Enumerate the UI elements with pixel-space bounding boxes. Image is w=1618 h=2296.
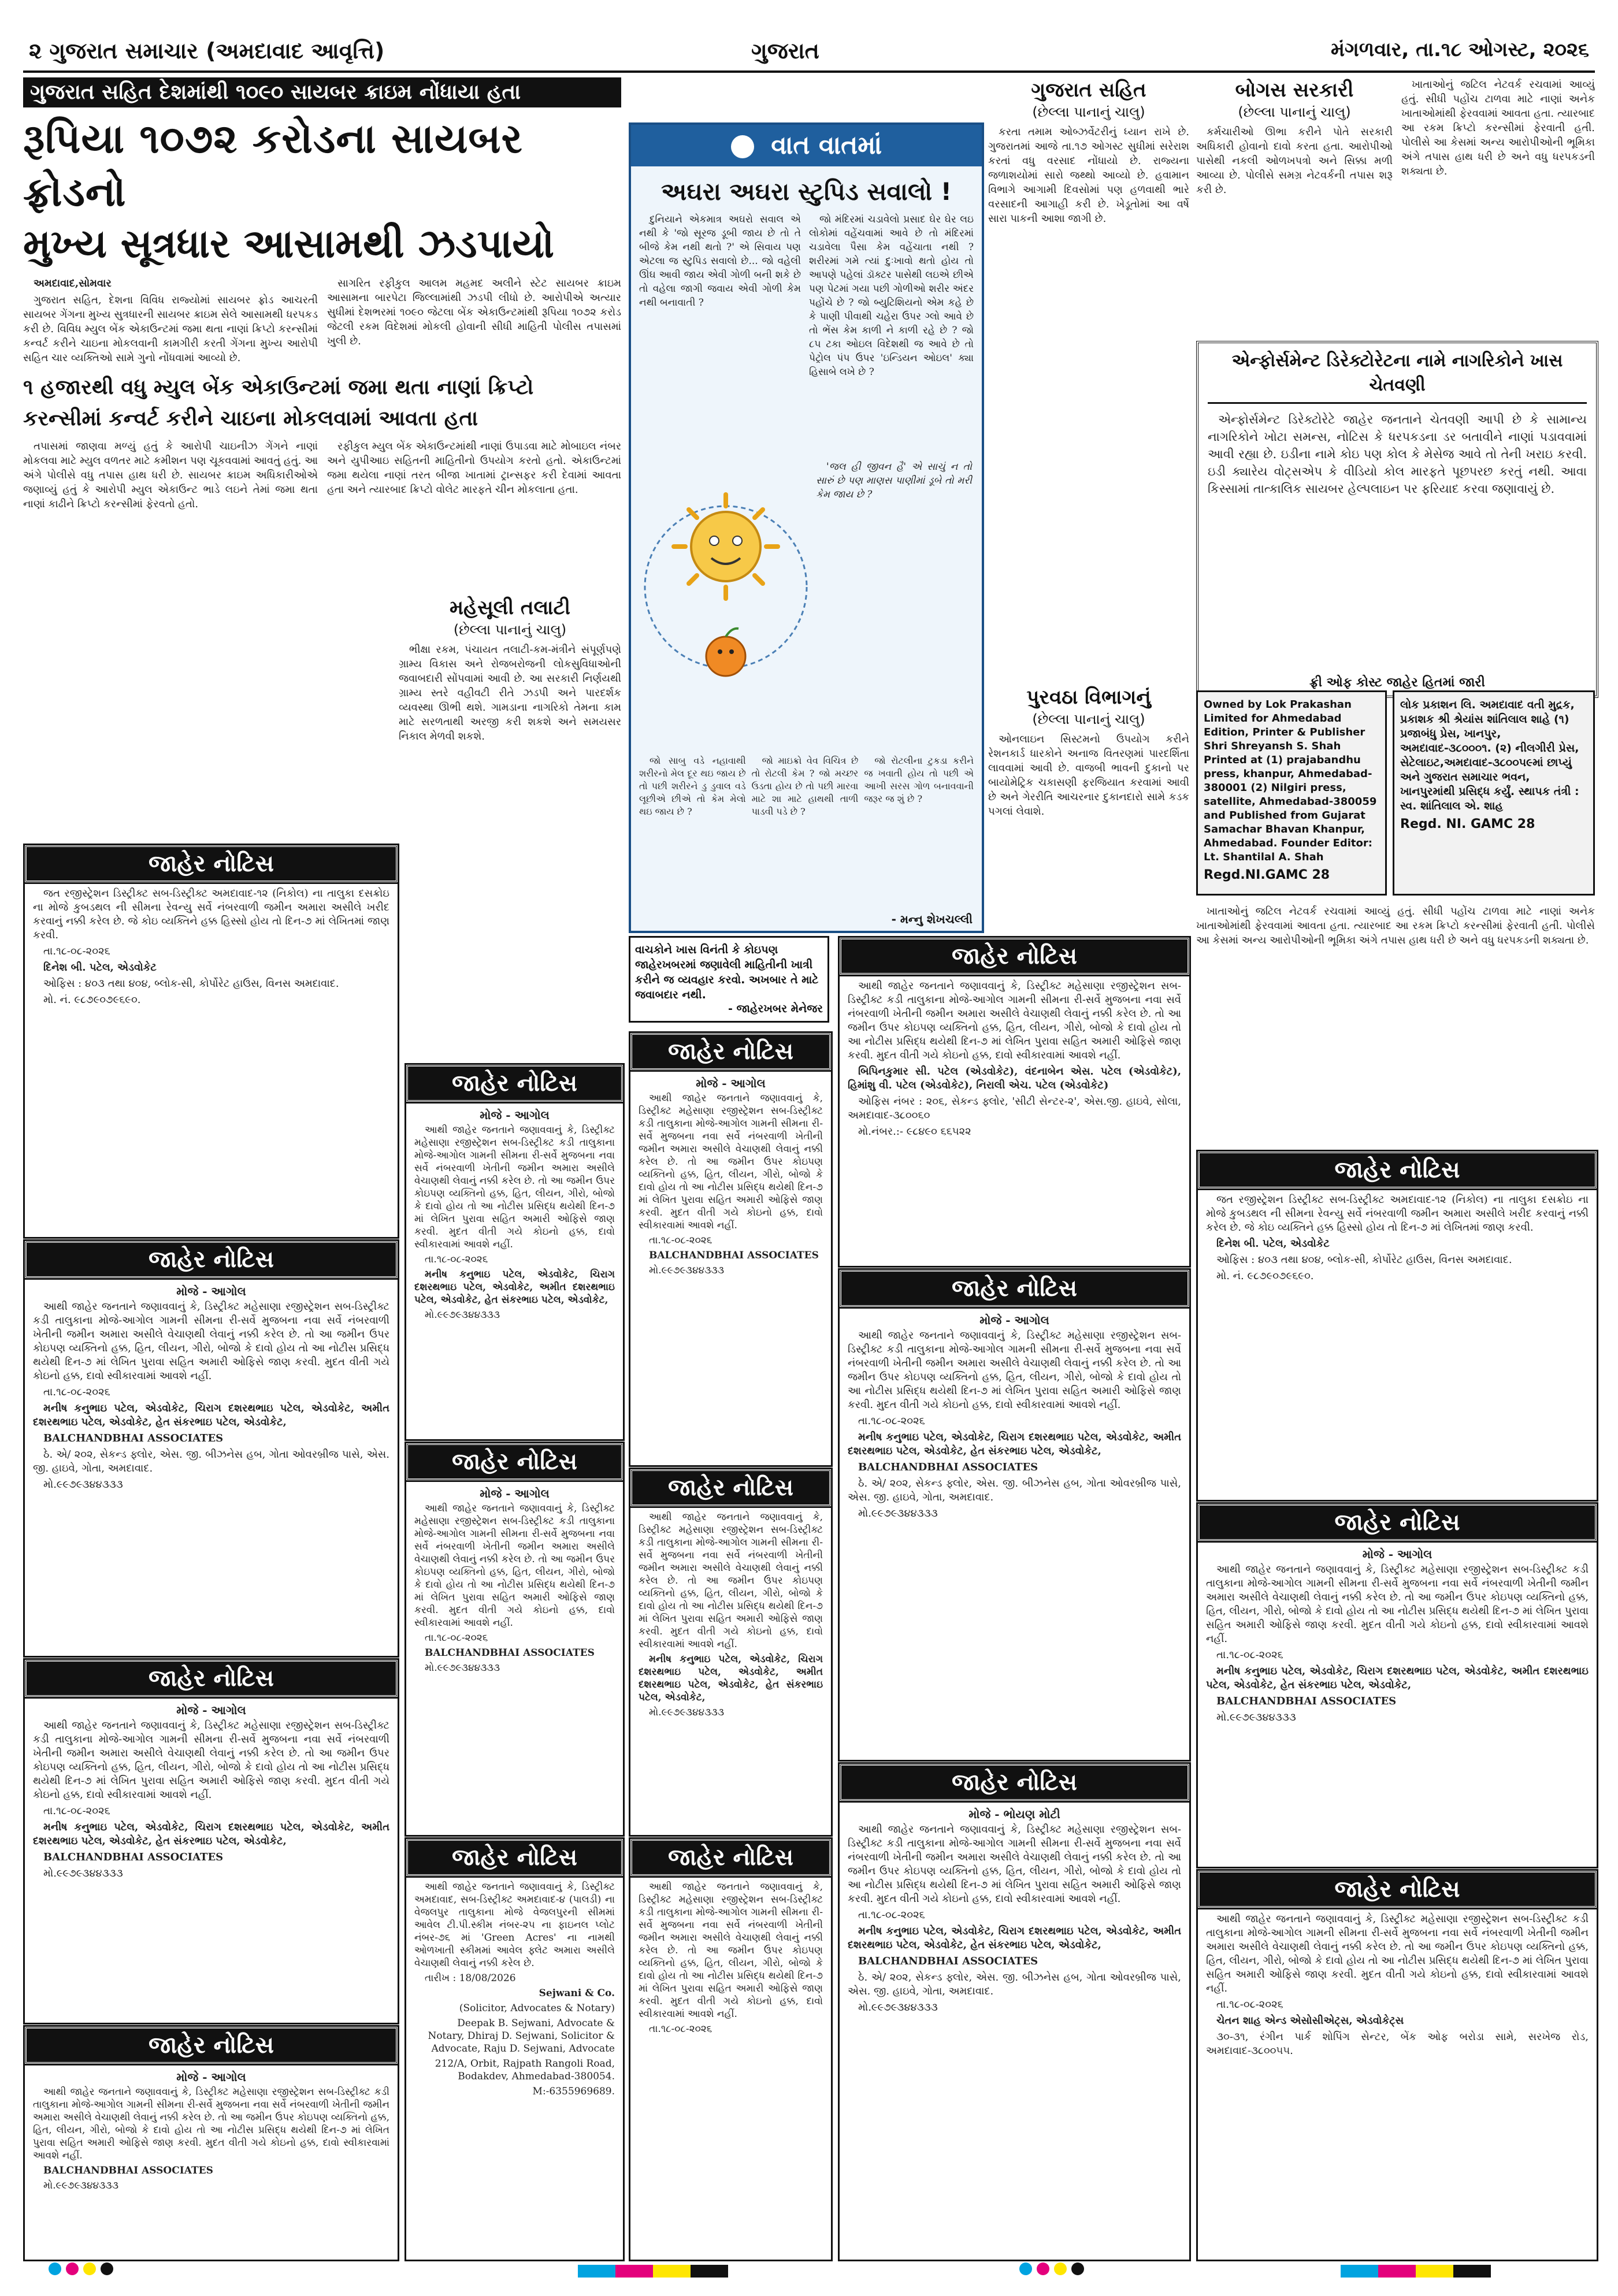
lead-body-1: તપાસમાં જાણવા મળ્યું હતું કે આરોપી ચાઇનીઝ ગેંગને નાણાં મોકલવા માટે મ્યુલ વળતર માટે કમીશન પણ ચૂકવવામાં આવતું હતું. આ અંગે પોલીસે વધુ તપાસ હાથ ધરી છે. સાયબર ક્રાઇમ અધિકારીઓએ જણાવ્યું હતું કે આરોપી મ્યુલ એકાઉન્ટ ભાડે લઇને તેમાં જમા થતા નાણાં કાઢીને ક્રિપ્ટો કરન્સીમાં ફેરવતો હતો. — [23, 440, 318, 510]
notice-date: તા.૧૮-૦૮-૨૦૨૬ — [425, 1254, 488, 1265]
notice-firm: BALCHANDBHAI ASSOCIATES — [858, 1461, 1038, 1473]
notice-signer: મનીષ કનુભાઇ પટેલ, એડવોકેટ, ચિરાગ દશરથભાઇ પટેલ, એડવોકેટ, અમીત દશરથભાઇ પટેલ, એડવોકેટ, હેત સંકરભાઇ પટેલ, એડવોકેટ, — [414, 1269, 615, 1306]
ad-manager-notice — [629, 936, 829, 1023]
public-notice — [404, 1837, 625, 2261]
enforcement-footer: ફ્રી ઓફ કોસ્ટ જાહેર હિતમાં જારી — [1309, 675, 1485, 690]
public-notice — [629, 1837, 833, 2261]
notice-firm: BALCHANDBHAI ASSOCIATES — [43, 1432, 224, 1444]
speech-bubbles-icon — [731, 135, 754, 158]
notice-address: ઠે. એ/ ૨૦૨, સેકન્ડ ફ્લોર, એસ. જી. બીઝનેસ હબ, ગોતા ઓવરબ્રીજ પાસે, એસ. જી. હાઇવે, ગોતા, અમદાવાદ. — [848, 1971, 1181, 1997]
public-notice — [23, 1658, 399, 2024]
notice-mobile: મો.૯૯૭૯૩૪૪૩૩૩ — [43, 2180, 119, 2191]
notice-heading: જાહેર નોટિસ — [1198, 1151, 1597, 1188]
magenta-dot — [66, 2262, 79, 2275]
enforcement-title: એન્ફોર્સમેન્ટ ડિરેક્ટોરેટના નામે નાગરિકોને ખાસ ચેતવણી — [1208, 349, 1587, 404]
continuation-body: ખાતાઓનું જટિલ નેટવર્ક રચવામાં આવ્યું હતું. સીધી પહોંચ ટાળવા માટે નાણાં અનેક ખાતાઓમાંથી ફેરવવામાં આવતા હતા. ત્યારબાદ આ રકમ ક્રિપ્ટો કરન્સીમાં ફેરવાતી હતી. પોલીસે આ કેસમાં અન્ય આરોપીઓની ભૂમિકા અંગે તપાસ હાથ ધરી છે અને વધુ ધરપકડની શક્યતા છે. — [1196, 905, 1595, 946]
vaat-vaatma-box — [629, 122, 984, 933]
notice-address: ઠે. એ/ ૨૦૨, સેકન્ડ ફ્લોર, એસ. જી. બીઝનેસ હબ, ગોતા ઓવરબ્રીજ પાસે, એસ. જી. હાઇવે, ગોતા, અમદાવાદ. — [33, 1448, 389, 1474]
imprint-gujarati-text: લોક પ્રકાશન લિ. અમદાવાદ વતી મુદ્રક, પ્રકાશક શ્રી શ્રેયાંસ શાંતિલાલ શાહે (૧) પ્રજાબંધુ પ્રેસ, ખાનપુર, અમદાવાદ-૩૮૦૦૦૧. (૨) નીલગીરી પ્રેસ, સેટેલાઇટ,અમદાવાદ-૩૮૦૦૫૯માં છાપ્યું અને ગુજરાત સમાચાર ભવન, ખાનપુરમાંથી પ્રસિદ્ધ કર્યું. સ્થાપક તંત્રી : સ્વ. શાંતિલાલ એ. શાહ — [1400, 699, 1579, 812]
public-notice — [629, 1031, 833, 1467]
lead-subhead-2: કરન્સીમાં કન્વર્ટ કરીને ચાઇના મોકલવામાં આવતા હતા — [23, 407, 478, 430]
notice-body: જત રજીસ્ટ્રેશન ડિસ્ટ્રીક્ટ સબ-ડિસ્ટ્રીક્ટ અમદાવાદ-૧૨ (નિકોલ) ના તાલુકા દસક્રોઇ ના મોજે કુબડથલ ની સીમના રેવન્યુ સર્વે નંબરવાળી જમીન અમારા અસીલે ખરીદ કરવાનું નક્કી કરેલ છે. જે કોઇ વ્યક્તિને હક્ક હિસ્સો હોય તો દિન-૭ માં લેખિતમાં જાણ કરવી. — [33, 887, 389, 941]
notice-signer: મનીષ કનુભાઇ પટેલ, એડવોકેટ, ચિરાગ દશરથભાઇ પટેલ, એડવોકેટ, અમીત દશરથભાઇ પટેલ, એડવોકેટ, હેત સંકરભાઇ પટેલ, એડવોકેટ, — [1206, 1665, 1589, 1691]
notice-mobile: મો.૯૯૭૯૩૪૪૩૩૩ — [1216, 1711, 1296, 1723]
lead-subhead-1: ૧ હજારથી વધુ મ્યુલ બેંક એકાઉન્ટમાં જમા થતા નાણાં ક્રિપ્ટો — [23, 376, 534, 399]
mahesuli-body: ભીક્ષા રકમ, પંચાયત તલાટી-કમ-મંત્રીને સંપૂર્ણપણે ગ્રામ્ય વિકાસ અને રોજબરોજની લોકસુવિધાઓની જવાબદારી સોંપવામાં આવી છે. આ સરકારી નિર્ણયથી ગ્રામ્ય સ્તરે વહીવટી રીતે ઝડપી અને પારદર્શક વ્યવસ્થા ઊભી થશે. ગામડાના નાગરિકો તેમના કામ માટે સરળતાથી અરજી કરી શકશે અને સમયસર નિકાલ મેળવી શકશે. — [399, 644, 621, 742]
notice-body: આથી જાહેર જનતાને જણાવવાનું કે, ડિસ્ટ્રીક્ટ મહેસાણા રજીસ્ટ્રેશન સબ-ડિસ્ટ્રીક્ટ કડી તાલુકાના મોજે-આગોલ ગામની સીમના રી-સર્વે મુજબના નવા સર્વે નંબરવાળી ખેતીની જમીન અમારા અસીલે વેચાણથી લેવાનું નક્કી કરેલ છે. તો આ જમીન ઉપર કોઇપણ વ્યક્તિનો હક્ક, હિત, લીયન, ગીરો, બોજો કે દાવો હોય તો આ નોટીસ પ્રસિદ્ધ થયેથી દિન-૭ માં લેખિત પુરાવા સહિત અમારી ઓફિસે જાણ કરવી. મુદત વીતી ગયે કોઇનો હક્ક, દાવો સ્વીકારવામાં આવશે નહીં. — [33, 1719, 389, 1801]
puravatha-title: પુરવઠા વિભાગનું — [1026, 686, 1151, 709]
notice-address: ઓફિસ : ૪૦૩ તથા ૪૦૪, બ્લોક-સી, કોર્પોરેટ હાઉસ, વિનસ અમદાવાદ. — [43, 978, 339, 990]
notice-mobile: મો.૯૯૭૯૩૪૪૩૩૩ — [649, 1265, 725, 1276]
registration-dots-right — [1017, 2262, 1086, 2280]
vaat-vaatma-bottom-right: જો રોટલીના ટુકડા કરીને જ ખવાતી હોય તો પછી એ આખી સરસ ગોળ બનાવવાની જરૂર જ શું છે ? — [864, 755, 974, 804]
mahesuli-subtitle: (છેલ્લા પાનાનું ચાલુ) — [453, 622, 567, 638]
notice-firm: Sejwani & Co. — [539, 1987, 615, 1999]
notice-firm-sub: (Solicitor, Advocates & Notary) — [459, 2003, 615, 2014]
bogus-body: કર્મચારીઓ ઊભા કરીને પોતે સરકારી અધિકારી હોવાનો દાવો કરતા હતા. આરોપીઓ પાસેથી નકલી ઓળખપત્રો અને સિક્કા મળી આવ્યા છે. પોલીસે સમગ્ર નેટવર્કની તપાસ શરૂ કરી છે. — [1196, 126, 1393, 196]
lead-col-2: સાગરિત રફીકુલ આલમ મહમદ અલીને સ્ટેટ સાયબર ક્રાઇમ આસામના બારપેટા જિલ્લામાંથી ઝડપી લીધો છે. આરોપીએ અત્યાર સુધીમાં દેશભરમાં ૧૦૯૦ જેટલા બેંક એકાઉન્ટમાંથી રૂપિયા ૧૦૭૨ કરોડ જેટલી રકમ વિદેશમાં મોકલી હોવાની સીધી માહિતી પોલીસ તપાસમાં ખુલી છે. — [327, 277, 621, 347]
magenta-dot — [1037, 2262, 1049, 2275]
vaat-vaatma-header — [631, 125, 982, 166]
vaat-vaatma-quote: 'જલ હી જીવન હૈ' એ સાચું ન તો સારું છે પણ માણસ પાણીમાં ડૂબે તો મરી કેમ જાય છે ? — [816, 461, 972, 500]
lead-body-2: રફીકુલ મ્યુલ બેંક એકાઉન્ટમાંથી નાણાં ઉપાડવા માટે મોબાઇલ નંબર અને યુપીઆઇ સહિતની માહિતીનો ઉપયોગ કરતો હતો. એકાઉન્ટમાં જમા થયેલા નાણાં તરત બીજા ખાતામાં ટ્રાન્સફર કરી દેવામાં આવતા હતા અને ત્યારબાદ ક્રિપ્ટો વોલેટ મારફતે ચીન મોકલાતા હતા. — [327, 440, 621, 496]
notice-mobile: મો.૯૯૭૯૩૪૪૩૩૩ — [425, 1662, 500, 1674]
gujarat-sahit-body: કરતા તમામ ઓબ્ઝર્વેટરીનું ધ્યાન રાખે છે. ગુજરાતમાં આજે તા.૧૭ ઓગસ્ટ સુધીમાં સરેરાશ કરતાં વધુ વરસાદ નોંધાયો છે. રાજ્યના જળાશયોમાં સારો જથ્થો આવ્યો છે. હવામાન વિભાગે આગામી દિવસોમાં પણ હળવાથી ભારે વરસાદની આગાહી કરી છે. ખેડૂતોમાં આ વર્ષે સારા પાકની આશા જાગી છે. — [988, 126, 1189, 225]
notice-signer: મનીષ કનુભાઇ પટેલ, એડવોકેટ, ચિરાગ દશરથભાઇ પટેલ, એડવોકેટ, અમીત દશરથભાઇ પટેલ, એડવોકેટ, હેત સંકરભાઇ પટેલ, એડવોકેટ, — [848, 1431, 1181, 1457]
notice-date: તા.૧૮-૦૮-૨૦૨૬ — [858, 1415, 925, 1427]
lead-dateline: અમદાવાદ,સોમવાર — [34, 277, 112, 289]
public-notice — [23, 844, 399, 1239]
notice-signer: દિનેશ બી. પટેલ, એડવોકેટ — [1216, 1238, 1330, 1250]
lead-headline: રૂપિયા ૧૦૭૨ કરોડના સાયબર ફ્રોડનો — [23, 115, 523, 216]
bogus-subtitle: (છેલ્લા પાનાનું ચાલુ) — [1238, 104, 1351, 120]
masthead — [23, 35, 1595, 73]
enforcement-body: એન્ફોર્સમેન્ટ ડિરેક્ટોરેટે જાહેર જનતાને ચેતવણી આપી છે કે સામાન્ય નાગરિકોને ખોટા સમન્સ, નોટિસ કે ધરપકડના ડર બતાવીને નાણાં પડાવવામાં આવી રહ્યા છે. ઇડીના નામે કોઇ પણ કોલ કે મેસેજ આવે તો તેની ખરાઇ કરવી. ઇડી ક્યારેય વોટ્સએપ કે વીડિયો કોલ મારફતે પૂછપરછ કરતું નથી. આવા કિસ્સામાં તાત્કાલિક સાયબર હેલ્પલાઇન પર ફરિયાદ કરવા જણાવાયું છે. — [1208, 413, 1587, 496]
notice-heading: જાહેર નોટિસ — [25, 2027, 398, 2064]
notice-mobile: મો. નં. ૯૮૭૯૦૭૯૬૯૦. — [43, 994, 141, 1006]
bogus-title: બોગસ સરકારી — [1235, 79, 1354, 102]
notice-body: આથી જાહેર જનતાને જણાવવાનું કે, ડિસ્ટ્રીક્ટ મહેસાણા રજીસ્ટ્રેશન સબ-ડિસ્ટ્રીક્ટ કડી તાલુકાના મોજે-આગોલ ગામની સીમના રી-સર્વે મુજબના નવા સર્વે નંબરવાળી ખેતીની જમીન અમારા અસીલે વેચાણથી લેવાનું નક્કી કરેલ છે. તો આ જમીન ઉપર કોઇપણ વ્યક્તિનો હક્ક, હિત, લીયન, ગીરો, બોજો કે દાવો હોય તો આ નોટીસ પ્રસિદ્ધ થયેથી દિન-૭ માં લેખિત પુરાવા સહિત અમારી ઓફિસે જાણ કરવી. મુદત વીતી ગયે કોઇનો હક્ક, દાવો સ્વીકારવામાં આવશે નહીં. — [639, 1881, 823, 2020]
registration-dots-left — [46, 2262, 116, 2280]
notice-body: આથી જાહેર જનતાને જણાવવાનું કે, ડિસ્ટ્રીક્ટ મહેસાણા રજીસ્ટ્રેશન સબ-ડિસ્ટ્રીક્ટ કડી તાલુકાના મોજે-આગોલ ગામની સીમના રી-સર્વે મુજબના નવા સર્વે નંબરવાળી ખેતીની જમીન અમારા અસીલે વેચાણથી લેવાનું નક્કી કરેલ છે. તો આ જમીન ઉપર કોઇપણ વ્યક્તિનો હક્ક, હિત, લીયન, ગીરો, બોજો કે દાવો હોય તો આ નોટીસ પ્રસિદ્ધ થયેથી દિન-૭ માં લેખિત પુરાવા સહિત અમારી ઓફિસે જાણ કરવી. મુદત વીતી ગયે કોઇનો હક્ક, દાવો સ્વીકારવામાં આવશે નહીં. — [639, 1511, 823, 1650]
notice-body: આથી જાહેર જનતાને જણાવવાનું કે, ડિસ્ટ્રીક્ટ મહેસાણા રજીસ્ટ્રેશન સબ-ડિસ્ટ્રીક્ટ કડી તાલુકાના મોજે-આગોલ ગામની સીમના રી-સર્વે મુજબના નવા સર્વે નંબરવાળી ખેતીની જમીન અમારા અસીલે વેચાણથી લેવાનું નક્કી કરેલ છે. તો આ જમીન ઉપર કોઇપણ વ્યક્તિનો હક્ક, હિત, લીયન, ગીરો, બોજો કે દાવો હોય તો આ નોટીસ પ્રસિદ્ધ થયેથી દિન-૭ માં લેખિત પુરાવા સહિત અમારી ઓફિસે જાણ કરવી. મુદત વીતી ગયે કોઇનો હક્ક, દાવો સ્વીકારવામાં આવશે નહીં. — [1206, 1913, 1589, 1994]
notice-heading: જાહેર નોટિસ — [406, 1839, 623, 1876]
notice-heading: જાહેર નોટિસ — [25, 1660, 398, 1697]
enforcement-warning-box — [1196, 341, 1598, 698]
masthead-page-edition: ૨ ગુજરાત સમાચાર (અમદાવાદ આવૃત્તિ) — [29, 38, 385, 64]
notice-heading: જાહેર નોટિસ — [1198, 1504, 1597, 1541]
public-notice — [23, 1239, 399, 1658]
imprint-english-text: Owned by Lok Prakashan Limited for Ahmedabad Edition, Printer & Publisher Shri Shreyansh S. Shah Printed at (1) prajabandhu press, khanpur, Ahmedabad-380001 (2) Nilgiri press, satellite, Ahmedabad-380059 and Published from Gujarat Samachar Bhavan Khanpur, Ahmedabad. Founder Editor: Lt. Shantilal A. Shah — [1204, 699, 1377, 863]
notice-body: આથી જાહેર જનતાને જણાવવાનું કે, ડિસ્ટ્રીક્ટ મહેસાણા રજીસ્ટ્રેશન સબ-ડિસ્ટ્રીક્ટ કડી તાલુકાના મોજે-આગોલ ગામની સીમના રી-સર્વે મુજબના નવા સર્વે નંબરવાળી ખેતીની જમીન અમારા અસીલે વેચાણથી લેવાનું નક્કી કરેલ છે. તો આ જમીન ઉપર કોઇપણ વ્યક્તિનો હક્ક, હિત, લીયન, ગીરો, બોજો કે દાવો હોય તો આ નોટીસ પ્રસિદ્ધ થયેથી દિન-૭ માં લેખિત પુરાવા સહિત અમારી ઓફિસે જાણ કરવી. મુદત વીતી ગયે કોઇનો હક્ક, દાવો સ્વીકારવામાં આવશે નહીં. — [848, 1329, 1181, 1411]
notice-firm: BALCHANDBHAI ASSOCIATES — [649, 1250, 819, 1261]
notice-signer: મનીષ કનુભાઇ પટેલ, એડવોકેટ, ચિરાગ દશરથભાઇ પટેલ, એડવોકેટ, અમીત દશરથભાઇ પટેલ, એડવોકેટ, હેત સંકરભાઇ પટેલ, એડવોકેટ, — [639, 1654, 823, 1703]
cartoon-sun-illustration — [639, 448, 812, 691]
public-notice — [838, 1762, 1191, 2261]
yellow-dot — [83, 2262, 96, 2275]
public-notice — [1196, 1869, 1598, 2261]
lead-headline-2: મુખ્ય સૂત્રધાર આસામથી ઝડપાયો — [23, 221, 555, 267]
notice-mobile: મો.૯૯૭૯૩૪૪૩૩૩ — [43, 1867, 123, 1879]
notice-date: તા.૧૮-૦૮-૨૦૨૬ — [43, 945, 110, 957]
notice-date: તારીખ : 18/08/2026 — [425, 1972, 516, 1984]
public-notice — [1196, 1502, 1598, 1868]
notice-heading: જાહેર નોટિસ — [25, 845, 398, 882]
notice-signer: મનીષ કનુભાઇ પટેલ, એડવોકેટ, ચિરાગ દશરથભાઇ પટેલ, એડવોકેટ, અમીત દશરથભાઇ પટેલ, એડવોકેટ, હેત સંકરભાઇ પટેલ, એડવોકેટ, — [33, 1402, 389, 1428]
continuation-story — [1196, 904, 1595, 1147]
notice-village: મોજે - આગોલ — [1362, 1547, 1433, 1561]
gujarat-sahit-title: ગુજરાત સહિત — [1031, 79, 1146, 102]
yellow-dot — [1054, 2262, 1067, 2275]
imprint-gujarati-reg: Regd. NI. GAMC 28 — [1400, 817, 1535, 831]
notice-heading: જાહેર નોટિસ — [840, 1764, 1189, 1801]
vaat-vaatma-bottom-mid: જો માઇક્રો વેવ વિચિત્ર છે તો રોટલી કેમ ? જો મચ્છર ઉડતા હોય છે તો પછી મારવા માટે શા માટે હાથથી તાળી પાડવી પડે છે ? — [751, 755, 859, 817]
notice-address: ૩૦-૩૧, રંગીન પાર્ક શોપિંગ સેન્ટર, બેંક ઓફ બરોડા સામે, સરખેજ રોડ, અમદાવાદ-૩૮૦૦૫૫. — [1206, 2031, 1589, 2057]
notice-heading: જાહેર નોટિસ — [630, 1033, 831, 1070]
notice-date: તા.૧૮-૦૮-૨૦૨૬ — [1216, 1649, 1283, 1661]
right-column-story — [1401, 77, 1595, 332]
puravatha-subtitle: (છેલ્લા પાનાનું ચાલુ) — [1032, 711, 1145, 727]
notice-body: આથી જાહેર જનતાને જણાવવાનું કે, ડિસ્ટ્રીક્ટ મહેસાણા રજીસ્ટ્રેશન સબ-ડિસ્ટ્રીક્ટ કડી તાલુકાના મોજે-આગોલ ગામની સીમના રી-સર્વે મુજબના નવા સર્વે નંબરવાળી ખેતીની જમીન અમારા અસીલે વેચાણથી લેવાનું નક્કી કરેલ છે. તો આ જમીન ઉપર કોઇપણ વ્યક્તિનો હક્ક, હિત, લીયન, ગીરો, બોજો કે દાવો હોય તો આ નોટીસ પ્રસિદ્ધ થયેથી દિન-૭ માં લેખિત પુરાવા સહિત અમારી ઓફિસે જાણ કરવી. મુદત વીતી ગયે કોઇનો હક્ક, દાવો સ્વીકારવામાં આવશે નહીં. — [33, 2086, 389, 2161]
notice-village: મોજે - આગોલ — [176, 2070, 246, 2084]
notice-village: મોજે - આગોલ — [176, 1284, 246, 1298]
public-notice — [404, 1063, 625, 1441]
notice-body: આથી જાહેર જનતાને જણાવવાનું કે, ડિસ્ટ્રીક્ટ મહેસાણા રજીસ્ટ્રેશન સબ-ડિસ્ટ્રીક્ટ કડી તાલુકાના મોજે-આગોલ ગામની સીમના રી-સર્વે મુજબના નવા સર્વે નંબરવાળી ખેતીની જમીન અમારા અસીલે વેચાણથી લેવાનું નક્કી કરેલ છે. તો આ જમીન ઉપર કોઇપણ વ્યક્તિનો હક્ક, હિત, લીયન, ગીરો, બોજો કે દાવો હોય તો આ નોટીસ પ્રસિદ્ધ થયેથી દિન-૭ માં લેખિત પુરાવા સહિત અમારી ઓફિસે જાણ કરવી. મુદત વીતી ગયે કોઇનો હક્ક, દાવો સ્વીકારવામાં આવશે નહીં. — [848, 980, 1181, 1061]
color-bar-1 — [578, 2265, 728, 2278]
vaat-vaatma-bottom-left: જો સાબુ વડે નહાવાથી શરીરનો મેલ દૂર થઇ જાય છે તો પછી શરીરને ડુ ડુવાલ વડે લૂછીએ છીએ તો કેમ મેલો થઇ જાય છે ? — [639, 755, 746, 817]
notice-heading: જાહેર નોટિસ — [406, 1065, 623, 1102]
color-bar-2 — [1341, 2265, 1491, 2278]
notice-body: આથી જાહેર જનતાને જણાવવાનું કે, ડિસ્ટ્રીક્ટ મહેસાણા રજીસ્ટ્રેશન સબ-ડિસ્ટ્રીક્ટ કડી તાલુકાના મોજે-આગોલ ગામની સીમના રી-સર્વે મુજબના નવા સર્વે નંબરવાળી ખેતીની જમીન અમારા અસીલે વેચાણથી લેવાનું નક્કી કરેલ છે. તો આ જમીન ઉપર કોઇપણ વ્યક્તિનો હક્ક, હિત, લીયન, ગીરો, બોજો કે દાવો હોય તો આ નોટીસ પ્રસિદ્ધ થયેથી દિન-૭ માં લેખિત પુરાવા સહિત અમારી ઓફિસે જાણ કરવી. મુદત વીતી ગયે કોઇનો હક્ક, દાવો સ્વીકારવામાં આવશે નહીં. — [1206, 1563, 1589, 1645]
notice-mobile: મો. નં. ૯૮૭૯૦૭૯૬૯૦. — [1216, 1270, 1314, 1282]
notice-mobile: મો.૯૯૭૯૩૪૪૩૩૩ — [649, 1707, 725, 1718]
notice-signer: બિપિનકુમાર સી. પટેલ (એડવોકેટ), વંદનાબેન એસ. પટેલ (એડવોકેટ), હિમાંશુ વી. પટેલ (એડવોકેટ), નિરાલી એચ. પટેલ (એડવોકેટ) — [848, 1065, 1181, 1091]
notice-date: તા.૧૮-૦૮-૨૦૨૬ — [43, 1805, 110, 1817]
notice-firm: BALCHANDBHAI ASSOCIATES — [1216, 1695, 1397, 1707]
notice-firm: BALCHANDBHAI ASSOCIATES — [43, 1851, 224, 1863]
vaat-vaatma-right: જો મંદિરમાં ચડાવેલો પ્રસાદ ઘેર ઘેર લઇ લોકોમાં વહેંચવામાં આવે છે તો મંદિરમાં ચડાવેલા પૈસા કેમ વહેંચાતા નથી ? શરીરમાં ગમે ત્યાં દુઃખાવો થતો હોય તો આપણે પહેલાં ડૉક્ટર પાસેથી લઇએ છીએ પણ પેટમાં ગયા પછી ગોળીઓ શરીર અંદર પહોંચે છે ? જો બ્યુટિશિયનો એમ કહે છે કે પાણી પીવાથી ચહેરા ઉપર ગ્લો આવે છે તો ભેંસ કેમ કાળી ને કાળી રહે છે ? જો ૮૫ ટકા ઓઇલ વિદેશથી જ આવે છે તો પેટ્રોલ પંપ ઉપર 'ઇન્ડિયન ઓઇલ' ક્યા હિસાબે લખે છે ? — [809, 214, 974, 378]
notice-heading: જાહેર નોટિસ — [1198, 1871, 1597, 1908]
cyan-dot — [1019, 2262, 1032, 2275]
masthead-section: ગુજરાત — [751, 38, 819, 64]
black-dot — [1071, 2262, 1084, 2275]
notice-address: 212/A, Orbit, Rajpath Rangoli Road, Bodakdev, Ahmedabad-380054. — [435, 2058, 615, 2082]
puravatha-body: ઓનલાઇન સિસ્ટમનો ઉપયોગ કરીને રેશનકાર્ડ ધારકોને અનાજ વિતરણમાં પારદર્શિતા લાવવામાં આવી છે. વાજબી ભાવની દુકાનો પર બાયોમેટ્રિક ચકાસણી ફરજિયાત કરવામાં આવી છે અને ગેરરીતિ આચરનાર દુકાનદારો સામે કડક પગલાં લેવાશે. — [988, 733, 1189, 818]
vaat-vaatma-headline: અઘરા અઘરા સ્ટુપિડ સવાલો ! — [661, 177, 952, 206]
masthead-date: મંગળવાર, તા.૧૮ ઓગસ્ટ, ૨૦૨૬ — [1330, 38, 1589, 61]
notice-address: ઓફિસ : ૪૦૩ તથા ૪૦૪, બ્લોક-સી, કોર્પોરેટ હાઉસ, વિનસ અમદાવાદ. — [1216, 1254, 1512, 1266]
notice-body: આથી જાહેર જનતાને જણાવવાનું કે, ડિસ્ટ્રીક્ટ અમદાવાદ, સબ-ડિસ્ટ્રીક્ટ અમદાવાદ-૪ (પાલડી) ના વેજલપુર તાલુકાના મોજે વેજલપુરની સીમમાં આવેલ ટી.પી.સ્કીમ નંબર-૨૫ ના ફાઇનલ પ્લોટ નંબર-૭૬ માં 'Green Acres' ના નામથી ઓળખાતી સ્કીમમાં આવેલ ફ્લેટ અમારા અસીલે વેચાણથી લેવાનું નક્કી કરેલ છે. — [414, 1881, 615, 1969]
notice-heading: જાહેર નોટિસ — [630, 1839, 831, 1876]
imprint-gujarati — [1393, 690, 1595, 896]
notice-date: તા.૧૮-૦૮-૨૦૨૬ — [649, 2023, 712, 2035]
public-notice — [1196, 1150, 1598, 1502]
right-column-body: ખાતાઓનું જટિલ નેટવર્ક રચવામાં આવ્યું હતું. સીધી પહોંચ ટાળવા માટે નાણાં અનેક ખાતાઓમાંથી ફેરવવામાં આવતા હતા. ત્યારબાદ આ રકમ ક્રિપ્ટો કરન્સીમાં ફેરવાતી હતી. પોલીસે આ કેસમાં અન્ય આરોપીઓની ભૂમિકા અંગે તપાસ હાથ ધરી છે અને વધુ ધરપકડની શક્યતા છે. — [1401, 79, 1595, 177]
notice-mobile: મો.૯૯૭૯૩૪૪૩૩૩ — [43, 1478, 123, 1491]
notice-village: મોજે - આગોલ — [696, 1076, 766, 1090]
notice-heading: જાહેર નોટિસ — [840, 1270, 1189, 1307]
notice-body: જત રજીસ્ટ્રેશન ડિસ્ટ્રીક્ટ સબ-ડિસ્ટ્રીક્ટ અમદાવાદ-૧૨ (નિકોલ) ના તાલુકા દસક્રોઇ ના મોજે કુબડથલ ની સીમના રેવન્યુ સર્વે નંબરવાળી જમીન અમારા અસીલે ખરીદ કરવાનું નક્કી કરેલ છે. જે કોઇ વ્યક્તિને હક્ક હિસ્સો હોય તો દિન-૭ માં લેખિતમાં જાણ કરવી. — [1206, 1194, 1589, 1234]
notice-heading: જાહેર નોટિસ — [25, 1241, 398, 1278]
lead-kicker: ગુજરાત સહિત દેશમાંથી ૧૦૯૦ સાયબર ક્રાઇમ નોંધાયા હતા — [23, 77, 621, 107]
notice-body: આથી જાહેર જનતાને જણાવવાનું કે, ડિસ્ટ્રીક્ટ મહેસાણા રજીસ્ટ્રેશન સબ-ડિસ્ટ્રીક્ટ કડી તાલુકાના મોજે-આગોલ ગામની સીમના રી-સર્વે મુજબના નવા સર્વે નંબરવાળી ખેતીની જમીન અમારા અસીલે વેચાણથી લેવાનું નક્કી કરેલ છે. તો આ જમીન ઉપર કોઇપણ વ્યક્તિનો હક્ક, હિત, લીયન, ગીરો, બોજો કે દાવો હોય તો આ નોટીસ પ્રસિદ્ધ થયેથી દિન-૭ માં લેખિત પુરાવા સહિત અમારી ઓફિસે જાણ કરવી. મુદત વીતી ગયે કોઇનો હક્ક, દાવો સ્વીકારવામાં આવશે નહીં. — [33, 1301, 389, 1382]
notice-signer: દિનેશ બી. પટેલ, એડવોકેટ — [43, 961, 157, 974]
notice-village: મોજે - ભોયણ મોટી — [968, 1807, 1060, 1821]
notice-body: આથી જાહેર જનતાને જણાવવાનું કે, ડિસ્ટ્રીક્ટ મહેસાણા રજીસ્ટ્રેશન સબ-ડિસ્ટ્રીક્ટ કડી તાલુકાના મોજે-આગોલ ગામની સીમના રી-સર્વે મુજબના નવા સર્વે નંબરવાળી ખેતીની જમીન અમારા અસીલે વેચાણથી લેવાનું નક્કી કરેલ છે. તો આ જમીન ઉપર કોઇપણ વ્યક્તિનો હક્ક, હિત, લીયન, ગીરો, બોજો કે દાવો હોય તો આ નોટીસ પ્રસિદ્ધ થયેથી દિન-૭ માં લેખિત પુરાવા સહિત અમારી ઓફિસે જાણ કરવી. મુદત વીતી ગયે કોઇનો હક્ક, દાવો સ્વીકારવામાં આવશે નહીં. — [414, 1124, 615, 1250]
notice-heading: જાહેર નોટિસ — [840, 938, 1189, 975]
public-notice — [23, 2025, 399, 2261]
notice-date: તા.૧૮-૦૮-૨૦૨૬ — [649, 1235, 712, 1246]
notice-body: આથી જાહેર જનતાને જણાવવાનું કે, ડિસ્ટ્રીક્ટ મહેસાણા રજીસ્ટ્રેશન સબ-ડિસ્ટ્રીક્ટ કડી તાલુકાના મોજે-આગોલ ગામની સીમના રી-સર્વે મુજબના નવા સર્વે નંબરવાળી ખેતીની જમીન અમારા અસીલે વેચાણથી લેવાનું નક્કી કરેલ છે. તો આ જમીન ઉપર કોઇપણ વ્યક્તિનો હક્ક, હિત, લીયન, ગીરો, બોજો કે દાવો હોય તો આ નોટીસ પ્રસિદ્ધ થયેથી દિન-૭ માં લેખિત પુરાવા સહિત અમારી ઓફિસે જાણ કરવી. મુદત વીતી ગયે કોઇનો હક્ક, દાવો સ્વીકારવામાં આવશે નહીં. — [848, 1823, 1181, 1905]
ad-manager-text: વાચકોને ખાસ વિનંતી કે કોઇપણ જાહેરખબરમાં જણાવેલી માહિતીની ખાત્રી કરીને જ વ્યવહાર કરવો. અખબાર તે માટે જવાબદાર નથી. — [635, 943, 819, 1001]
public-notice — [838, 936, 1191, 1268]
public-notice — [838, 1268, 1191, 1762]
notice-mobile: મો.૯૯૭૯૩૪૪૩૩૩ — [858, 2001, 938, 2013]
lead-col-1: ગુજરાત સહિત, દેશના વિવિધ રાજ્યોમાં સાયબર ફ્રોડ આચરતી સાયબર ગેંગના મુખ્ય સુત્રધારની સાયબર ક્રાઇમ સેલે આસામથી ધરપકડ કરી છે. વિવિધ મ્યુલ બેંક એકાઉન્ટમાં જમા થતા નાણાં ક્રિપ્ટો કરન્સીમાં કન્વર્ટ કરીને ચાઇના મોકલવાની કામગીરી કરતી ગેંગના મુખ્ય આરોપી સહિત ચાર વ્યક્તિઓ સામે ગુનો નોંધવામાં આવ્યો છે. — [23, 294, 318, 364]
notice-heading: જાહેર નોટિસ — [406, 1443, 623, 1480]
notice-mobile: મો.૯૯૭૯૩૪૪૩૩૩ — [425, 1309, 500, 1321]
cyan-dot — [49, 2262, 61, 2275]
notice-village: મોજે - આગોલ — [480, 1108, 550, 1122]
notice-body: આથી જાહેર જનતાને જણાવવાનું કે, ડિસ્ટ્રીક્ટ મહેસાણા રજીસ્ટ્રેશન સબ-ડિસ્ટ્રીક્ટ કડી તાલુકાના મોજે-આગોલ ગામની સીમના રી-સર્વે મુજબના નવા સર્વે નંબરવાળી ખેતીની જમીન અમારા અસીલે વેચાણથી લેવાનું નક્કી કરેલ છે. તો આ જમીન ઉપર કોઇપણ વ્યક્તિનો હક્ક, હિત, લીયન, ગીરો, બોજો કે દાવો હોય તો આ નોટીસ પ્રસિદ્ધ થયેથી દિન-૭ માં લેખિત પુરાવા સહિત અમારી ઓફિસે જાણ કરવી. મુદત વીતી ગયે કોઇનો હક્ક, દાવો સ્વીકારવામાં આવશે નહીં. — [639, 1093, 823, 1231]
vaat-vaatma-left: દુનિયાને એકમાત્ર અઘરો સવાલ એ નથી કે 'જો સૂરજ ડૂબી જાય છે તો તે બીજે કેમ નથી થતો ?' એ સિવાય પણ એટલા જ સ્ટુપિડ સવાલો છે... જો વહેલી ઊંઘ આવી જાય એવી ગોળી બની શકે છે તો વહેલા જાગી જવાય એવી ગોળી કેમ નથી બનાવાતી ? — [639, 214, 801, 309]
notice-firm: BALCHANDBHAI ASSOCIATES — [425, 1647, 595, 1659]
notice-mobile: મો.નંબર.:- ૯૮૪૯૦ ૬૬૫૨૨ — [858, 1125, 971, 1138]
notice-date: તા.૧૮-૦૮-૨૦૨૬ — [425, 1632, 488, 1644]
vaat-vaatma-byline: - મન્નુ શેખચલ્લી — [891, 912, 973, 926]
notice-date: તા.૧૮-૦૮-૨૦૨૬ — [43, 1386, 110, 1398]
public-notice — [629, 1467, 833, 1837]
ad-manager-sign: - જાહેરખબર મેનેજર — [728, 1002, 823, 1015]
notice-firm: BALCHANDBHAI ASSOCIATES — [43, 2165, 213, 2176]
notice-date: તા.૧૮-૦૮-૨૦૨૬ — [858, 1909, 925, 1921]
notice-address: ઓફિસ નંબર : ૨૦૬, સેકન્ડ ફ્લોર, 'સીટી સેન્ટર-૨', એસ.જી. હાઇવે, સોલા, અમદાવાદ-૩૮૦૦૬૦ — [848, 1095, 1181, 1121]
mahesuli-story — [399, 595, 621, 838]
notice-signer: મનીષ કનુભાઇ પટેલ, એડવોકેટ, ચિરાગ દશરથભાઇ પટેલ, એડવોકેટ, અમીત દશરથભાઇ પટેલ, એડવોકેટ, હેત સંકરભાઇ પટેલ, એડવોકેટ, — [33, 1821, 389, 1847]
notice-firm: BALCHANDBHAI ASSOCIATES — [858, 1955, 1038, 1967]
public-notice — [404, 1441, 625, 1837]
notice-signer: ચેતન શાહ એન્ડ એસોસીએટ્સ, એડવોકેટ્સ — [1216, 2015, 1404, 2027]
vaat-vaatma-title: વાત વાતમાં — [771, 131, 882, 160]
notice-body: આથી જાહેર જનતાને જણાવવાનું કે, ડિસ્ટ્રીક્ટ મહેસાણા રજીસ્ટ્રેશન સબ-ડિસ્ટ્રીક્ટ કડી તાલુકાના મોજે-આગોલ ગામની સીમના રી-સર્વે મુજબના નવા સર્વે નંબરવાળી ખેતીની જમીન અમારા અસીલે વેચાણથી લેવાનું નક્કી કરેલ છે. તો આ જમીન ઉપર કોઇપણ વ્યક્તિનો હક્ક, હિત, લીયન, ગીરો, બોજો કે દાવો હોય તો આ નોટીસ પ્રસિદ્ધ થયેથી દિન-૭ માં લેખિત પુરાવા સહિત અમારી ઓફિસે જાણ કરવી. મુદત વીતી ગયે કોઇનો હક્ક, દાવો સ્વીકારવામાં આવશે નહીં. — [414, 1503, 615, 1629]
gujarat-sahit-story — [988, 77, 1189, 678]
notice-mobile: મો.૯૯૭૯૩૪૪૩૩૩ — [858, 1507, 938, 1519]
notice-signer: મનીષ કનુભાઇ પટેલ, એડવોકેટ, ચિરાગ દશરથભાઇ પટેલ, એડવોકેટ, અમીત દશરથભાઇ પટેલ, એડવોકેટ, હેત સંકરભાઇ પટેલ, એડવોકેટ, — [848, 1925, 1181, 1951]
puravatha-story — [988, 685, 1189, 893]
notice-address: ઠે. એ/ ૨૦૨, સેકન્ડ ફ્લોર, એસ. જી. બીઝનેસ હબ, ગોતા ઓવરબ્રીજ પાસે, એસ. જી. હાઇવે, ગોતા, અમદાવાદ. — [848, 1477, 1181, 1503]
notice-village: મોજે - આગોલ — [176, 1703, 246, 1717]
notice-date: તા.૧૮-૦૮-૨૦૨૬ — [1216, 1998, 1283, 2011]
bogus-story — [1196, 77, 1393, 332]
notice-heading: જાહેર નોટિસ — [630, 1469, 831, 1506]
gujarat-sahit-subtitle: (છેલ્લા પાનાનું ચાલુ) — [1032, 104, 1145, 120]
notice-village: મોજે - આગોલ — [480, 1487, 550, 1500]
notice-mobile: M:-6355969689. — [532, 2086, 615, 2097]
imprint-english — [1196, 690, 1387, 896]
black-dot — [101, 2262, 113, 2275]
imprint-english-reg: Regd.NI.GAMC 28 — [1204, 868, 1330, 882]
notice-names: Deepak B. Sejwani, Advocate & Notary, Dhiraj D. Sejwani, Solicitor & Advocate, Raju D. Sejwani, Advocate — [428, 2018, 615, 2054]
notice-village: મોજે - આગોલ — [979, 1313, 1049, 1327]
mahesuli-title: મહેસૂલી તલાટી — [449, 596, 571, 619]
